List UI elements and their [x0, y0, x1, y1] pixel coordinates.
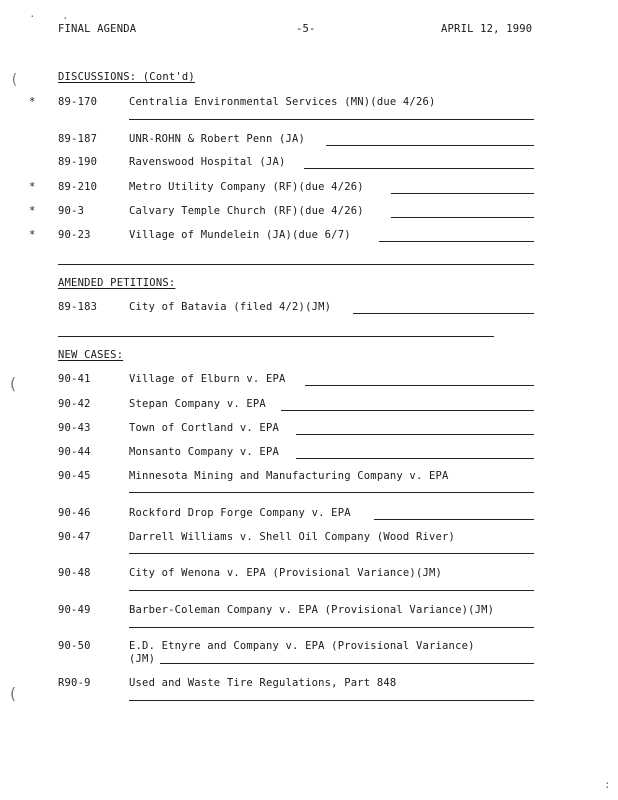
blank-line: [374, 519, 534, 520]
case-number: 89-187: [58, 133, 98, 145]
case-description-continued: (JM): [129, 653, 156, 665]
case-description: Metro Utility Company (RF)(due 4/26): [129, 181, 364, 193]
case-number: 90-45: [58, 470, 91, 482]
case-description: Minnesota Mining and Manufacturing Company v. EPA: [129, 470, 449, 482]
section-heading-amended-petitions: AMENDED PETITIONS:: [58, 277, 176, 289]
case-number: 90-42: [58, 398, 91, 410]
blank-line: [129, 553, 534, 554]
star-mark: *: [29, 96, 36, 108]
case-number: 89-210: [58, 181, 98, 193]
blank-line: [160, 663, 534, 664]
star-mark: *: [29, 205, 36, 217]
case-description: City of Batavia (filed 4/2)(JM): [129, 301, 332, 313]
blank-line: [129, 627, 534, 628]
case-number: 90-49: [58, 604, 91, 616]
blank-line: [305, 385, 534, 386]
case-number: 89-190: [58, 156, 98, 168]
case-description: Darrell Williams v. Shell Oil Company (Wood River): [129, 531, 456, 543]
case-number: 90-3: [58, 205, 85, 217]
blank-line: [353, 313, 534, 314]
case-description: UNR-ROHN & Robert Penn (JA): [129, 133, 306, 145]
case-number: 90-41: [58, 373, 91, 385]
case-number: 89-170: [58, 96, 98, 108]
blank-line: [296, 458, 534, 459]
case-number: 90-47: [58, 531, 91, 543]
blank-line: [281, 410, 534, 411]
blank-line: [304, 168, 534, 169]
page-number: -5-: [296, 23, 316, 35]
margin-mark: (: [8, 374, 18, 393]
case-description: Ravenswood Hospital (JA): [129, 156, 286, 168]
margin-mark: (: [8, 684, 18, 703]
section-heading-new-cases: NEW CASES:: [58, 349, 124, 361]
case-number: 90-48: [58, 567, 91, 579]
margin-dot: :: [604, 778, 611, 791]
blank-line: [129, 700, 534, 701]
case-description: Town of Cortland v. EPA: [129, 422, 279, 434]
star-mark: *: [29, 181, 36, 193]
case-description: Village of Elburn v. EPA: [129, 373, 286, 385]
blank-line: [129, 590, 534, 591]
case-number: 90-43: [58, 422, 91, 434]
case-description: E.D. Etnyre and Company v. EPA (Provisional Variance): [129, 640, 475, 652]
blank-line: [296, 434, 534, 435]
blank-line: [391, 217, 534, 218]
section-heading-discussions: DISCUSSIONS: (Cont'd): [58, 71, 195, 83]
case-description: Barber-Coleman Company v. EPA (Provisional Variance)(JM): [129, 604, 495, 616]
margin-mark: (: [10, 72, 19, 88]
blank-line: [326, 145, 534, 146]
header-title: FINAL AGENDA: [58, 23, 137, 35]
case-number: R90-9: [58, 677, 91, 689]
case-description: Stepan Company v. EPA: [129, 398, 266, 410]
case-description: Monsanto Company v. EPA: [129, 446, 279, 458]
star-mark: *: [29, 229, 36, 241]
case-description: Used and Waste Tire Regulations, Part 848: [129, 677, 397, 689]
case-number: 90-23: [58, 229, 91, 241]
case-number: 90-44: [58, 446, 91, 458]
blank-line: [379, 241, 534, 242]
blank-line: [58, 336, 494, 337]
blank-line: [129, 119, 534, 120]
margin-dot: ·: [29, 10, 36, 23]
margin-dot: ·: [62, 12, 69, 25]
header-date: APRIL 12, 1990: [441, 23, 533, 35]
blank-line: [129, 492, 534, 493]
blank-line: [391, 193, 534, 194]
case-description: City of Wenona v. EPA (Provisional Variance)(JM): [129, 567, 443, 579]
blank-line: [58, 264, 534, 265]
case-description: Rockford Drop Forge Company v. EPA: [129, 507, 351, 519]
case-number: 90-50: [58, 640, 91, 652]
case-number: 89-183: [58, 301, 98, 313]
case-description: Village of Mundelein (JA)(due 6/7): [129, 229, 351, 241]
case-description: Calvary Temple Church (RF)(due 4/26): [129, 205, 364, 217]
case-description: Centralia Environmental Services (MN)(due 4/26): [129, 96, 436, 108]
case-number: 90-46: [58, 507, 91, 519]
